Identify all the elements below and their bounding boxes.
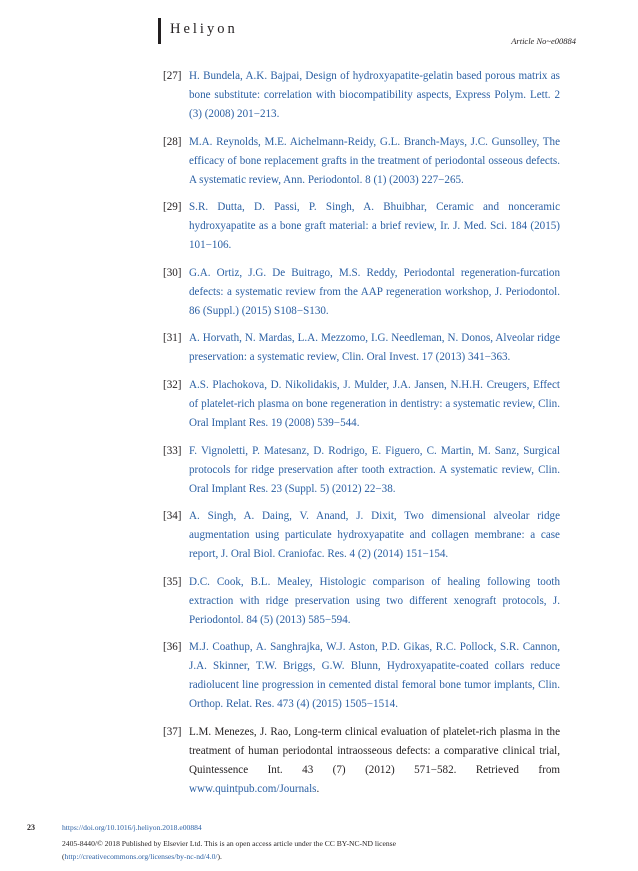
reference-33 xyxy=(163,442,560,499)
reference-number: [37] xyxy=(163,725,182,738)
reference-text[interactable]: A.S. Plachokova, D. Nikolidakis, J. Mulder, J.A. Jansen, N.H.H. Creugers, Effect of platelet-rich plasma on bone regeneration in dentistry: a systematic review, Clin. Oral Implant Res. 19 (2008) 539−544. xyxy=(189,378,560,429)
reference-29 xyxy=(163,198,560,255)
license-url-line xyxy=(62,852,222,861)
reference-number: [27] xyxy=(163,70,182,82)
article-number: Article No~e00884 xyxy=(511,36,576,46)
reference-number: [36] xyxy=(163,641,182,654)
reference-number: [34] xyxy=(163,510,182,523)
license-link[interactable]: http://creativecommons.org/licenses/by-nc-nd/4.0/ xyxy=(64,852,218,861)
page-number: 23 xyxy=(27,823,35,832)
license-statement: 2405-8440/© 2018 Published by Elsevier Ltd. This is an open access article under the CC BY-NC-ND license xyxy=(62,839,396,848)
reference-text[interactable]: S.R. Dutta, D. Passi, P. Singh, A. Bhuibhar, Ceramic and nonceramic hydroxyapatite as a bone graft material: a brief review, Ir. J. Med. Sci. 184 (2015) 101−106. xyxy=(189,201,560,252)
reference-text[interactable]: A. Singh, A. Daing, V. Anand, J. Dixit, Two dimensional alveolar ridge augmentation using particulate hydroxyapatite and collagen membrane: a case report, J. Oral Biol. Craniofac. Res. 4 (2) (2014) 151−154. xyxy=(189,510,560,561)
reference-number: [28] xyxy=(163,135,182,148)
reference-number: [31] xyxy=(163,332,182,345)
reference-37 xyxy=(163,723,560,799)
reference-number: [33] xyxy=(163,444,182,457)
reference-27 xyxy=(163,67,560,124)
header-rule xyxy=(158,18,161,44)
reference-number: [35] xyxy=(163,575,182,588)
reference-text[interactable]: A. Horvath, N. Mardas, L.A. Mezzomo, I.G. Needleman, N. Donos, Alveolar ridge preservation: a systematic review, Clin. Oral Invest. 17 (2013) 341−363. xyxy=(189,332,560,364)
paren-open: ( xyxy=(62,852,65,861)
reference-text[interactable]: M.J. Coathup, A. Sanghrajka, W.J. Aston, P.D. Gikas, R.C. Pollock, S.R. Cannon, J.A. Skinner, T.W. Briggs, G.W. Blunn, Hydroxyapatite-coated collars reduce radiolucent line progression in cemented distal femoral bone tumor implants, Clin. Orthop. Relat. Res. 473 (4) (2015) 1505−1514. xyxy=(189,641,560,711)
reference-list xyxy=(163,67,560,808)
paren-close: ). xyxy=(217,852,222,861)
reference-text[interactable]: M.A. Reynolds, M.E. Aichelmann-Reidy, G.L. Branch-Mays, J.C. Gunsolley, The efficacy of bone replacement grafts in the treatment of periodontal osseous defects. A systematic review, Ann. Periodontol. 8 (1) (2003) 227−265. xyxy=(189,135,560,186)
reference-28 xyxy=(163,133,560,190)
reference-body: L.M. Menezes, J. Rao, Long-term clinical evaluation of platelet-rich plasma in the treatment of human periodontal intraosseous defects: a comparative clinical trial, Quintessence Int. 43 (7) (2012) 571−582. Retrieved from xyxy=(189,725,560,776)
reference-36 xyxy=(163,638,560,714)
reference-text xyxy=(189,723,560,799)
reference-30 xyxy=(163,264,560,321)
reference-number: [29] xyxy=(163,201,182,214)
reference-text[interactable]: F. Vignoletti, P. Matesanz, D. Rodrigo, E. Figuero, C. Martin, M. Sanz, Surgical protocols for ridge preservation after tooth extraction. A systematic review, Clin. Oral Implant Res. 23 (Suppl. 5) (2012) 22−38. xyxy=(189,444,560,495)
reference-text[interactable]: H. Bundela, A.K. Bajpai, Design of hydroxyapatite-gelatin based porous matrix as bone substitute: correlation with biocompatibility aspects, Express Polym. Lett. 2 (3) (2008) 201−213. xyxy=(189,70,560,120)
reference-35 xyxy=(163,573,560,630)
reference-34 xyxy=(163,507,560,564)
doi-link[interactable]: https://doi.org/10.1016/j.heliyon.2018.e00884 xyxy=(62,823,202,832)
reference-31 xyxy=(163,329,560,367)
quintpub-link[interactable]: www.quintpub.com/Journals xyxy=(189,782,317,795)
reference-number: [32] xyxy=(163,378,182,391)
reference-text[interactable]: G.A. Ortiz, J.G. De Buitrago, M.S. Reddy, Periodontal regeneration-furcation defects: a systematic review from the AAP regeneration workshop, J. Periodontol. 86 (Suppl.) (2015) S108−S130. xyxy=(189,266,560,317)
reference-32 xyxy=(163,376,560,433)
reference-text[interactable]: D.C. Cook, B.L. Mealey, Histologic comparison of healing following tooth extraction with ridge preservation using two different xenograft protocols, J. Periodontol. 84 (5) (2013) 585−594. xyxy=(189,575,560,626)
reference-tail: . xyxy=(316,782,320,795)
journal-name: Heliyon xyxy=(170,21,238,37)
reference-number: [30] xyxy=(163,266,182,279)
